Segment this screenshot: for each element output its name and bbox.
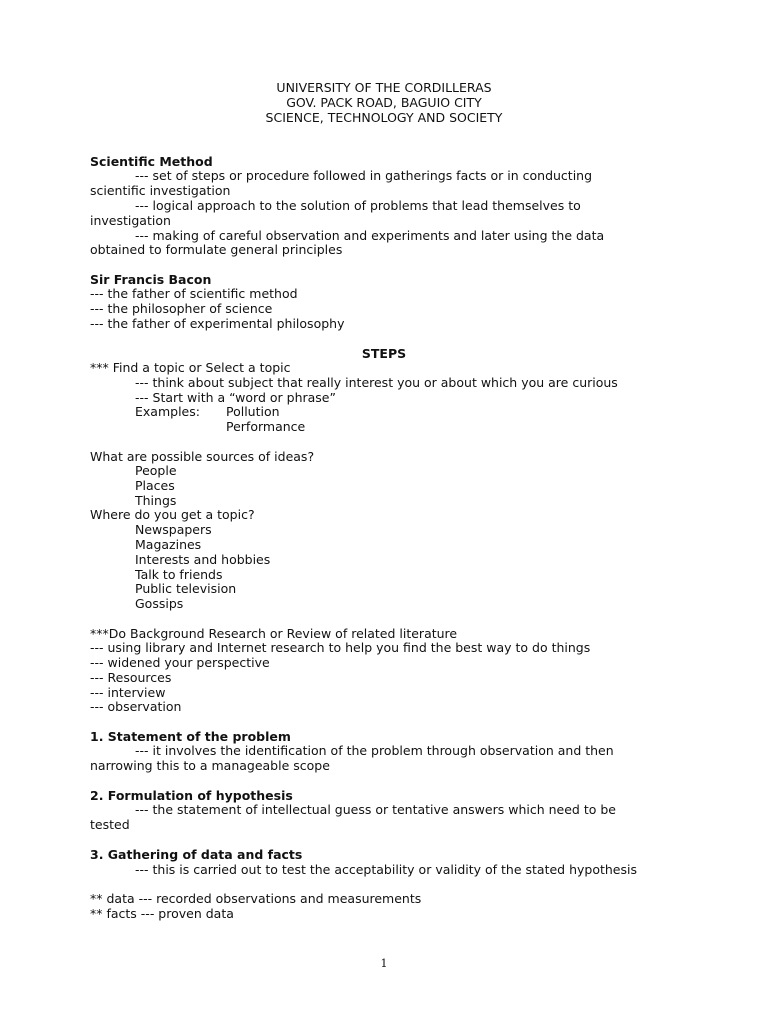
example-item: Pollution — [226, 404, 280, 419]
step-2-line: tested — [90, 817, 130, 832]
sources-question: What are possible sources of ideas? — [90, 449, 315, 464]
definition-line: --- making of careful observation and experiments and later using the data — [135, 228, 605, 243]
step-2-line: --- the statement of intellectual guess or tentative answers which need to be — [135, 802, 616, 817]
where-question: Where do you get a topic? — [90, 507, 255, 522]
header-address: GOV. PACK ROAD, BAGUIO CITY — [286, 95, 482, 110]
page-number: 1 — [380, 957, 388, 970]
research-line: --- using library and Internet research to help you find the best way to do things — [90, 640, 591, 655]
research-title: ***Do Background Research or Review of related literature — [90, 626, 458, 641]
list-item: Magazines — [135, 537, 202, 552]
list-item: Gossips — [135, 596, 184, 611]
definition-line: --- logical approach to the solution of problems that lead themselves to — [135, 198, 581, 213]
bacon-line: --- the father of scientific method — [90, 286, 298, 301]
header-course: SCIENCE, TECHNOLOGY AND SOCIETY — [265, 110, 503, 125]
step-1-line: --- it involves the identification of the problem through observation and then — [135, 743, 614, 758]
scientific-method-heading: Scientific Method — [90, 154, 213, 169]
example-item: Performance — [226, 419, 306, 434]
research-line: --- widened your perspective — [90, 655, 270, 670]
bacon-heading: Sir Francis Bacon — [90, 272, 212, 287]
list-item: Newspapers — [135, 522, 212, 537]
list-item: People — [135, 463, 177, 478]
list-item: Interests and hobbies — [135, 552, 271, 567]
research-line: --- observation — [90, 699, 182, 714]
header-university: UNIVERSITY OF THE CORDILLERAS — [276, 80, 492, 95]
research-line: --- interview — [90, 685, 166, 700]
note-line: ** data --- recorded observations and measurements — [90, 891, 422, 906]
definition-line: --- set of steps or procedure followed in gatherings facts or in conducting — [135, 168, 593, 183]
bacon-line: --- the father of experimental philosophy — [90, 316, 345, 331]
topic-title: *** Find a topic or Select a topic — [90, 360, 291, 375]
list-item: Public television — [135, 581, 237, 596]
list-item: Talk to friends — [135, 567, 223, 582]
step-1-heading: 1. Statement of the problem — [90, 729, 291, 744]
list-item: Things — [135, 493, 177, 508]
step-2-heading: 2. Formulation of hypothesis — [90, 788, 293, 803]
definition-line: scientific investigation — [90, 183, 231, 198]
definition-line: investigation — [90, 213, 171, 228]
topic-line: --- Start with a “word or phrase” — [135, 390, 336, 405]
definition-line: obtained to formulate general principles — [90, 242, 343, 257]
bacon-line: --- the philosopher of science — [90, 301, 273, 316]
topic-line: --- think about subject that really interest you or about which you are curious — [135, 375, 618, 390]
note-line: ** facts --- proven data — [90, 906, 234, 921]
research-line: --- Resources — [90, 670, 172, 685]
list-item: Places — [135, 478, 175, 493]
examples-label: Examples: — [135, 404, 200, 419]
steps-heading: STEPS — [361, 346, 407, 361]
step-3-heading: 3. Gathering of data and facts — [90, 847, 303, 862]
step-3-line: --- this is carried out to test the acceptability or validity of the stated hypothesis — [135, 862, 637, 877]
step-1-line: narrowing this to a manageable scope — [90, 758, 330, 773]
